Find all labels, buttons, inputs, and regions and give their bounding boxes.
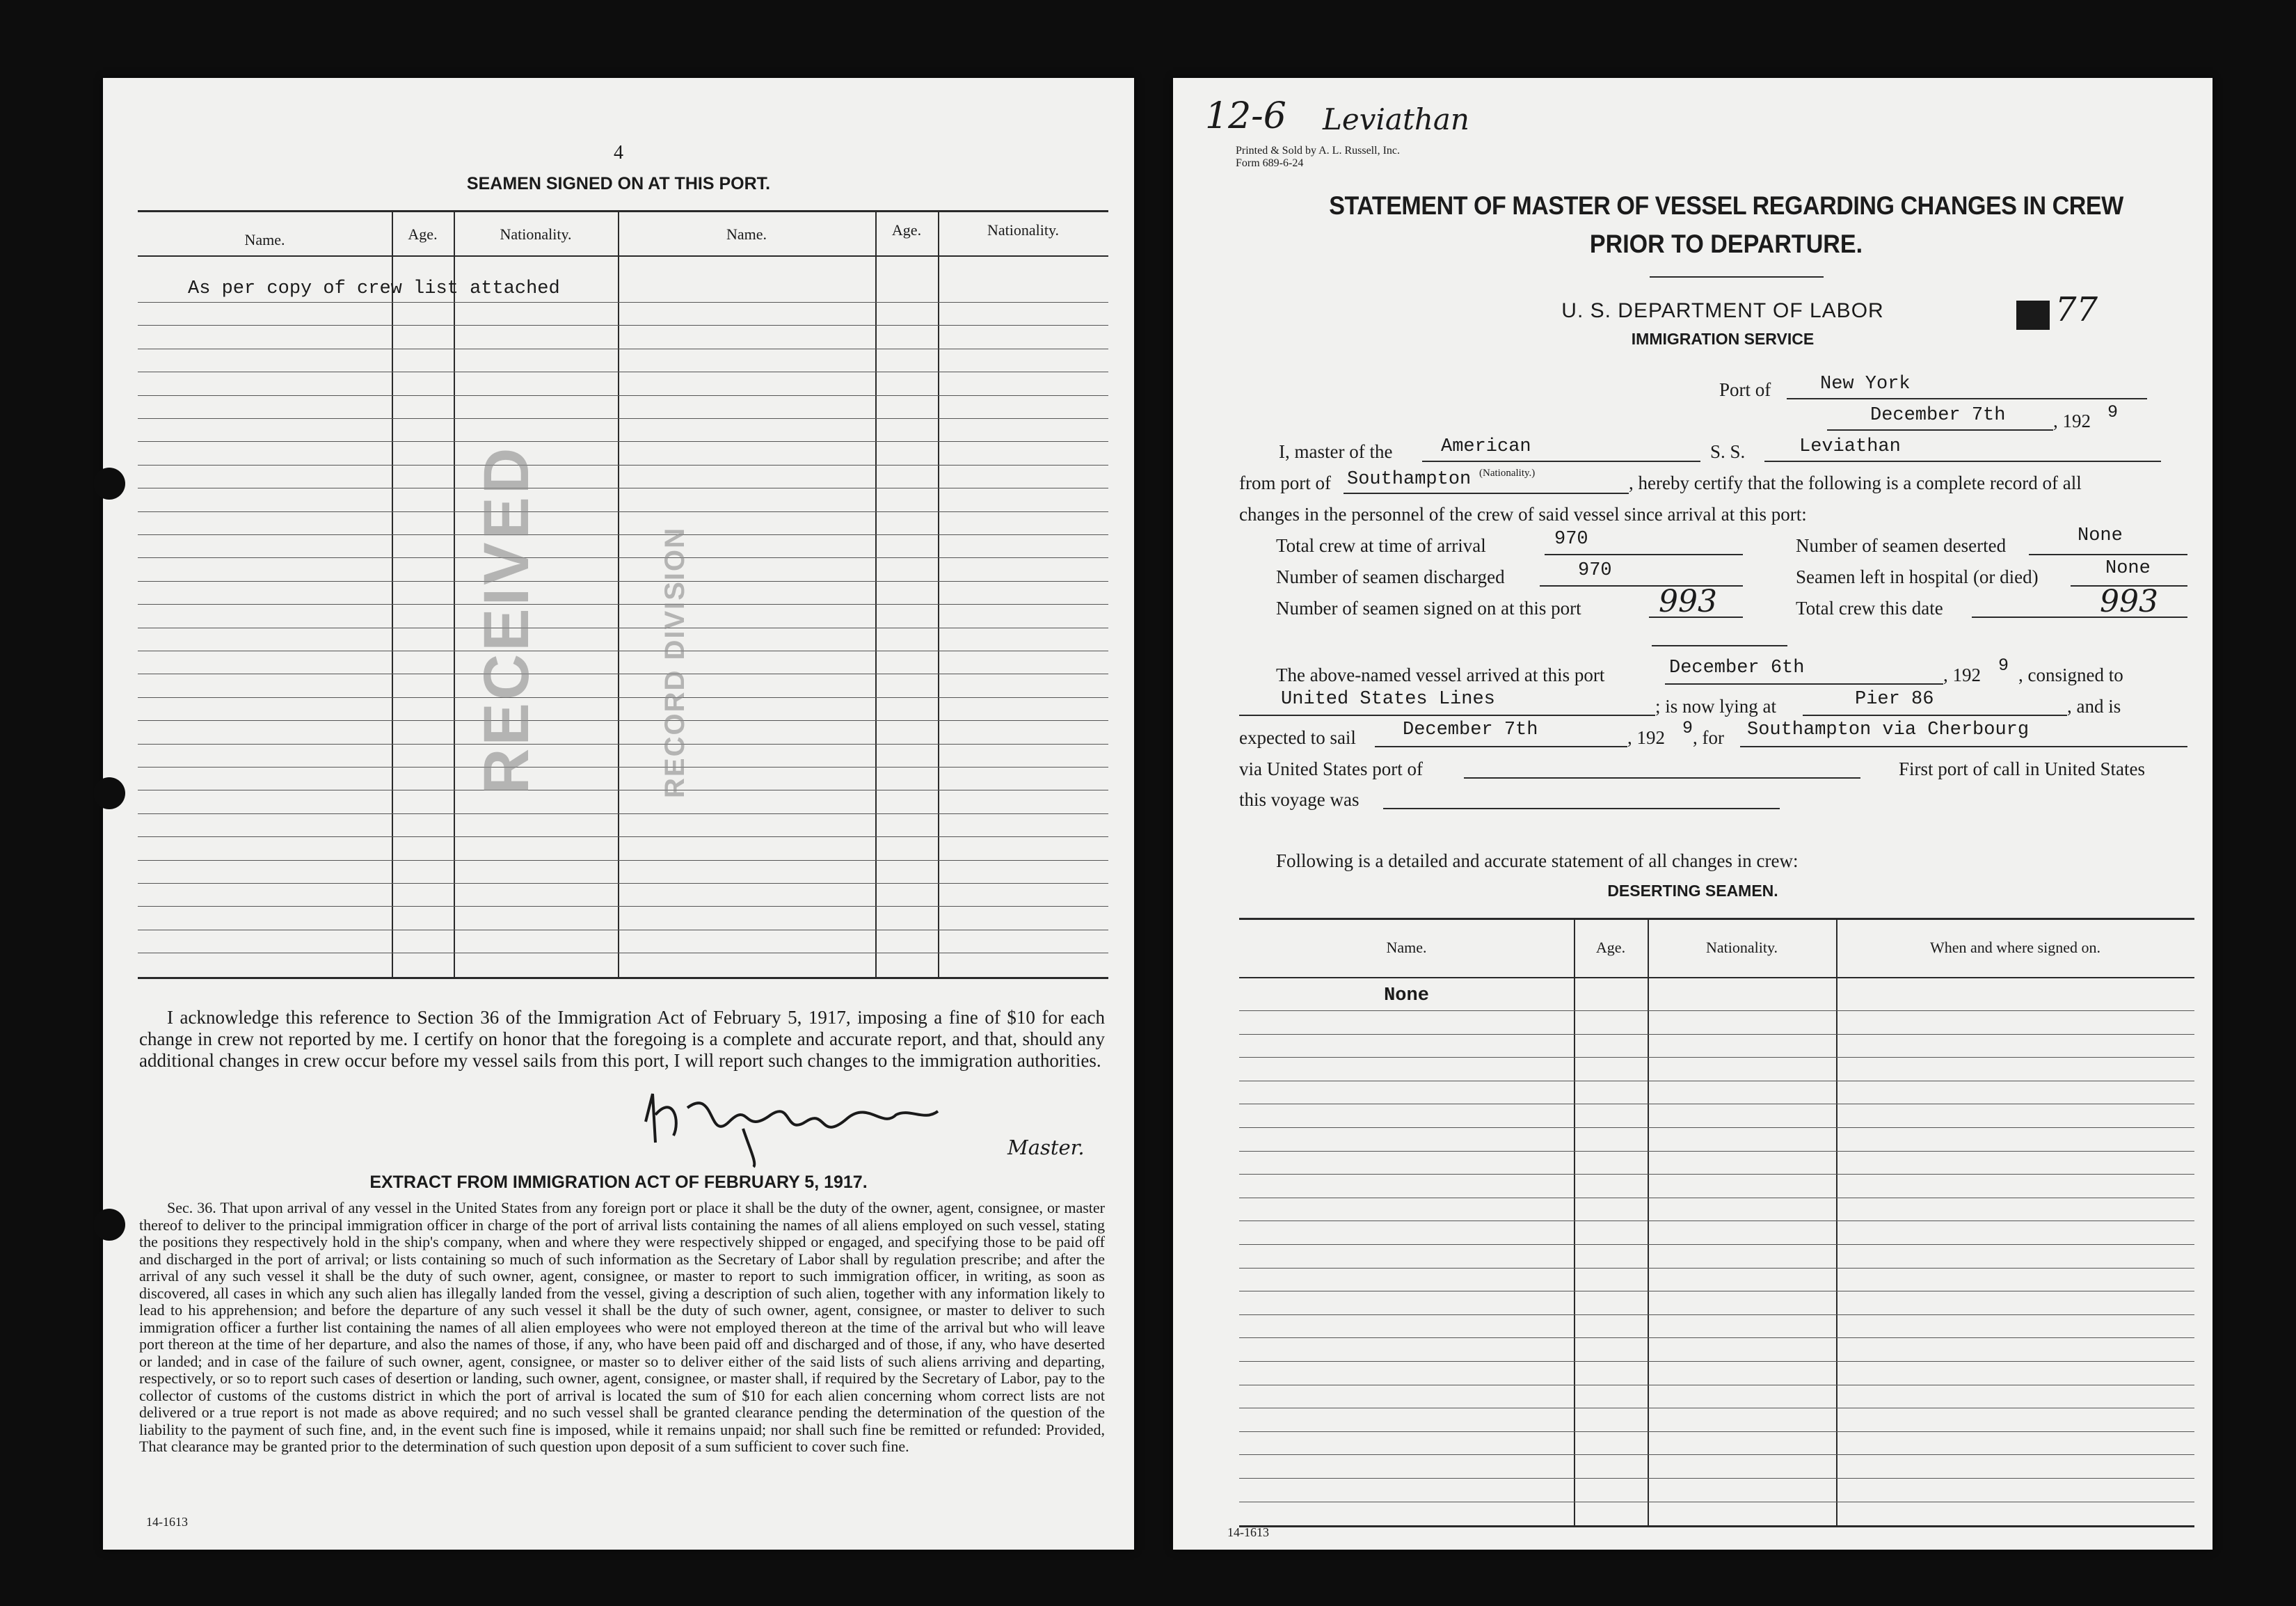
deserted-label: Number of seamen deserted xyxy=(1796,535,2007,556)
certify-text: , hereby certify that the following is a complete record of all xyxy=(1629,472,2082,493)
port-label: Port of xyxy=(1719,379,1771,400)
signature-role: Master. xyxy=(1007,1136,1085,1159)
annotation-name: Leviathan xyxy=(1323,102,1469,136)
following-label: Following is a detailed and accurate statement of all changes in crew: xyxy=(1276,850,1799,871)
total-crew-arrival-value: 970 xyxy=(1554,529,1588,550)
extract-text: Sec. 36. That upon arrival of any vessel in the United States from any foreign port or place it shall be the duty of the owner, agent, consignee, or master thereof to deliver to the principal immigration officer in charge of the port of arrival lists containing the names of all aliens employed on such vessel, stating the positions they respectively hold in the ship's company, when and where they were respectively shipped or engaged, and specifying those to be paid off and discharged in the port of arrival; or lists containing so much of such information as the Secretary of Labor shall by regulation prescribe; and after the arrival of any such vessel it shall be the duty of such owner, agent, consignee, or master to report to such immigration officer, in writing, as soon as discovered, all cases in which any such alien has illegally landed from the vessel, giving a description of such alien, together with any information likely to lead to his apprehension; and before the departure of any such vessel it shall be the duty of such owner, agent, consignee, or master to deliver to such immigration officer a further list containing the names of all alien employees who were not employed thereon at the time of the arrival but who will leave port thereon at the time of her departure, and also the names of those, if any, who have been paid off and discharged and of those, if any, who have deserted or landed; and in case of the failure of such owner, agent, consignee, or master so to deliver either of the said lists of such aliens arriving and departing, respectively, or so to report such cases of desertion or landing, such owner, agent, consignee, or master shall, if required by the Secretary of Labor, pay to the collector of customs of the customs district in which the port of arrival is located the sum of $10 for each alien concerning whom correct lists are not delivered or a true report is not made as above required; and no such vessel shall be granted clearance pending the determination of the question of the liability to the payment of such fine, and, in the event such fine is imposed, while it remains unpaid; nor shall such fine be remitted or refunded: Provided, That clearance may be granted prior to the determination of such question upon deposit of a sum sufficient to cover such fine. xyxy=(139,1199,1105,1455)
col-header-age: Age. xyxy=(408,225,438,243)
deserting-first-entry: None xyxy=(1384,985,1429,1006)
from-port-label: from port of xyxy=(1239,472,1331,493)
table-rule xyxy=(1239,1431,2194,1432)
table-rule xyxy=(1239,1361,2194,1362)
voyage-label: this voyage was xyxy=(1239,789,1360,810)
expected-label: expected to sail xyxy=(1239,727,1356,748)
total-date-value: 993 xyxy=(2100,584,2158,619)
table-rule xyxy=(1239,1337,2194,1338)
table-rule xyxy=(1239,1244,2194,1245)
consignee-value: United States Lines xyxy=(1281,689,1495,710)
table-rule xyxy=(138,511,1108,512)
hospital-value: None xyxy=(2105,558,2151,579)
ss-label: S. S. xyxy=(1710,441,1746,462)
printer-line: Printed & Sold by A. L. Russell, Inc. xyxy=(1236,145,1400,157)
table-rule xyxy=(138,534,1108,535)
col-header-age: Age. xyxy=(891,221,922,239)
table-rule xyxy=(138,441,1108,442)
form-code: 14-1613 xyxy=(1227,1525,1269,1539)
col-header-name: Name. xyxy=(244,231,285,248)
date-value: December 7th xyxy=(1870,405,2006,426)
nationality-value: American xyxy=(1441,436,1531,457)
sail-date-value: December 7th xyxy=(1403,719,1538,740)
form-code: 14-1613 xyxy=(146,1515,188,1529)
table-rule xyxy=(138,906,1108,907)
for-label: , for xyxy=(1693,727,1724,748)
table-rule xyxy=(138,465,1108,466)
punch-hole xyxy=(93,777,125,809)
table-rule xyxy=(1239,1454,2194,1455)
right-page xyxy=(1173,78,2213,1550)
form-number: 77 xyxy=(2055,290,2098,329)
table-rule xyxy=(138,860,1108,861)
table-rule xyxy=(1239,1268,2194,1269)
col-header-nationality: Nationality. xyxy=(987,221,1060,239)
table-rule xyxy=(1239,1127,2194,1128)
deserted-value: None xyxy=(2078,525,2123,546)
lying-value: Pier 86 xyxy=(1855,689,1934,710)
table-rule xyxy=(1239,1151,2194,1152)
col-header-nationality: Nationality. xyxy=(1705,939,1778,956)
table-rule xyxy=(138,883,1108,884)
col-header-signed-on: When and where signed on. xyxy=(1930,939,2100,956)
punch-hole xyxy=(93,468,125,500)
lying-label: ; is now lying at xyxy=(1655,696,1776,717)
year-suffix: 9 xyxy=(2107,402,2119,422)
table-rule xyxy=(138,720,1108,721)
left-page xyxy=(103,78,1134,1550)
table-rule xyxy=(138,767,1108,768)
table-rule xyxy=(138,581,1108,582)
form-title-line2: PRIOR TO DEPARTURE. xyxy=(1589,230,1863,258)
and-is-label: , and is xyxy=(2067,696,2121,717)
extract-title: EXTRACT FROM IMMIGRATION ACT OF FEBRUARY 5, 1917. xyxy=(369,1172,868,1192)
punch-hole xyxy=(93,1209,125,1241)
table-rule xyxy=(138,813,1108,814)
received-stamp: RECEIVED xyxy=(471,445,542,795)
col-header-name: Name. xyxy=(726,225,767,243)
acknowledgement-text: I acknowledge this reference to Section 36 of the Immigration Act of February 5, 1917, imposing a fine of $10 for each change in crew not reported by me. I certify on honor that the foregoing is a complete and accurate report, and that, should any additional changes in crew occur before my vessel sails from this port, I will report such changes to the immigration authorities. xyxy=(139,1007,1105,1071)
vessel-value: Leviathan xyxy=(1799,436,1901,457)
total-crew-arrival-label: Total crew at time of arrival xyxy=(1276,535,1486,556)
table-rule xyxy=(1239,1478,2194,1479)
sail-year-suffix: 9 xyxy=(1682,718,1693,738)
sail-year-prefix: , 192 xyxy=(1627,727,1665,748)
section-title: SEAMEN SIGNED ON AT THIS PORT. xyxy=(466,174,771,193)
form-number-line: Form 689-6-24 xyxy=(1236,157,1304,169)
total-date-label: Total crew this date xyxy=(1796,598,1943,619)
arrived-year-prefix: , 192 xyxy=(1943,665,1981,685)
table-rule xyxy=(138,302,1108,303)
table-rule xyxy=(1239,1010,2194,1011)
form-title-line1: STATEMENT OF MASTER OF VESSEL REGARDING CHANGES IN CREW xyxy=(1329,191,2123,220)
table-rule xyxy=(1239,1174,2194,1175)
table-rule xyxy=(138,395,1108,396)
from-port-value: Southampton xyxy=(1347,469,1472,490)
signed-on-value: 993 xyxy=(1659,584,1717,619)
via-label: via United States port of xyxy=(1239,758,1423,779)
table-rule xyxy=(138,697,1108,698)
year-prefix: , 192 xyxy=(2053,411,2091,431)
arrived-year-suffix: 9 xyxy=(1998,655,2009,676)
crew-list-note: As per copy of crew list attached xyxy=(188,278,560,299)
arrived-label: The above-named vessel arrived at this port xyxy=(1276,665,1605,685)
consigned-label: , consigned to xyxy=(2018,665,2123,685)
master-label: I, master of the xyxy=(1279,441,1393,462)
port-value: New York xyxy=(1820,374,1911,395)
annotation-number: 12-6 xyxy=(1205,95,1286,137)
hospital-label: Seamen left in hospital (or died) xyxy=(1796,566,2039,587)
nationality-caption: (Nationality.) xyxy=(1479,468,1536,479)
table-rule xyxy=(138,836,1108,837)
signed-on-label: Number of seamen signed on at this port xyxy=(1276,598,1581,619)
table-rule xyxy=(1239,1314,2194,1315)
arrived-value: December 6th xyxy=(1669,658,1805,678)
discharged-value: 970 xyxy=(1578,560,1612,581)
first-port-label: First port of call in United States xyxy=(1899,758,2145,779)
redacted-box xyxy=(2016,301,2050,330)
master-signature xyxy=(632,1080,952,1170)
record-division-stamp: RECORD DIVISION xyxy=(660,526,690,798)
discharged-label: Number of seamen discharged xyxy=(1276,566,1505,587)
col-header-nationality: Nationality. xyxy=(500,225,572,243)
page-number: 4 xyxy=(614,142,623,164)
destination-value: Southampton via Cherbourg xyxy=(1747,719,2030,740)
department-name: U. S. DEPARTMENT OF LABOR xyxy=(1561,299,1884,322)
certify-text-continued: changes in the personnel of the crew of said vessel since arrival at this port: xyxy=(1239,504,1807,525)
table-rule xyxy=(138,418,1108,419)
table-rule xyxy=(1239,1034,2194,1035)
table-rule xyxy=(138,744,1108,745)
table-rule xyxy=(138,325,1108,326)
table-rule xyxy=(1239,1057,2194,1058)
col-header-name: Name. xyxy=(1386,939,1427,956)
service-name: IMMIGRATION SERVICE xyxy=(1631,330,1815,348)
table-rule xyxy=(138,604,1108,605)
table-rule xyxy=(138,557,1108,558)
deserting-title: DESERTING SEAMEN. xyxy=(1607,882,1778,900)
col-header-age: Age. xyxy=(1595,939,1626,956)
